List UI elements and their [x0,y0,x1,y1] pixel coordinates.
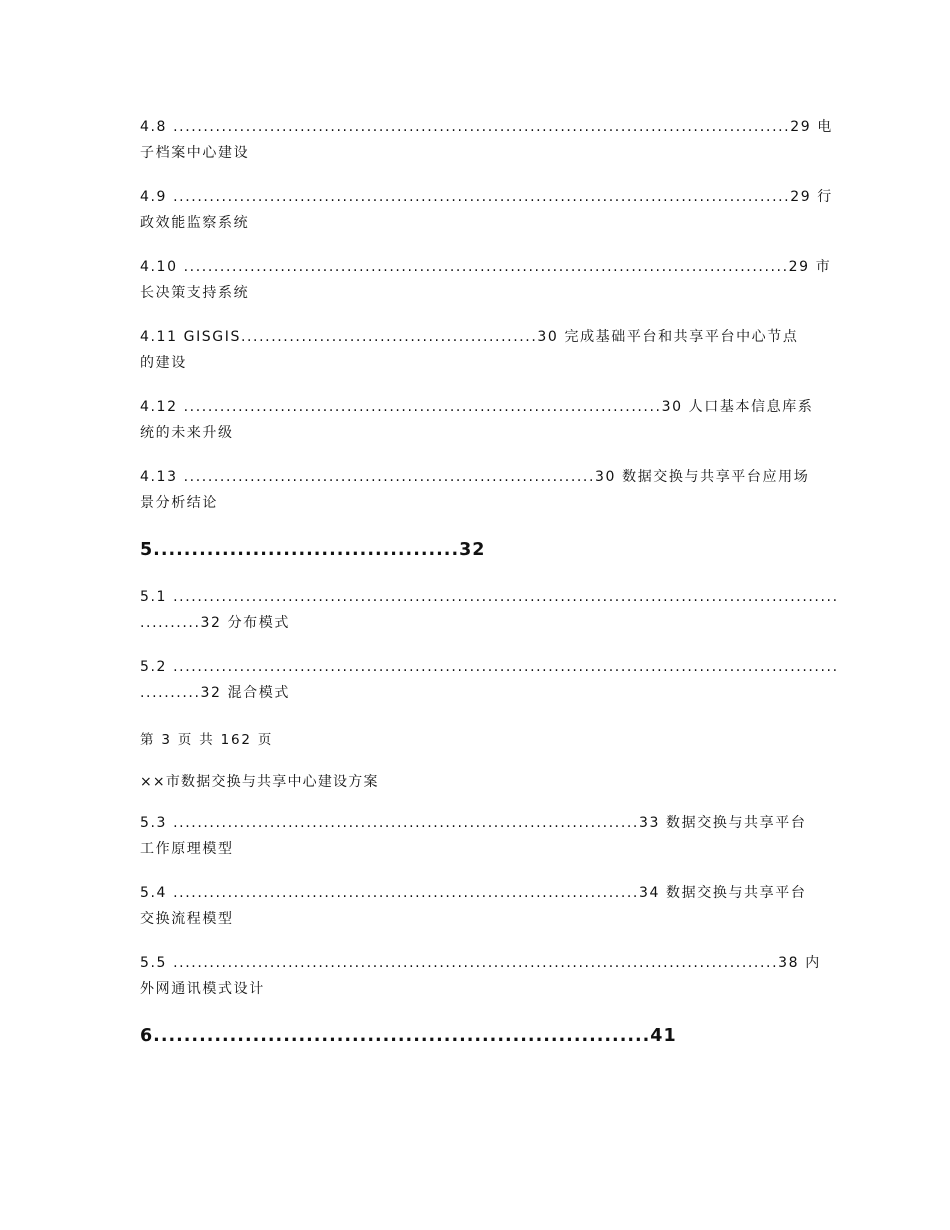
toc-entry-4-11[interactable] [140,327,820,373]
toc-entry-line: 4.13 ....................................................................30 数据交换与共享平台应用场 [140,469,810,485]
toc-entry-line: 景分析结论 [140,495,218,511]
document-running-title: ××市数据交换与共享中心建设方案 [140,774,379,790]
toc-entry-4-9[interactable] [140,187,833,233]
toc-entry-4-12[interactable] [140,397,820,443]
toc-entry-5-3[interactable] [140,813,820,859]
toc-entry-line: 统的未来升级 [140,425,234,441]
toc-entry-line: ..........32 分布模式 [140,615,290,631]
toc-entry-4-10[interactable] [140,257,832,303]
toc-entry-5-4[interactable] [140,883,820,929]
toc-entry-5-2[interactable] [140,657,839,703]
toc-entry-line: 5.3 .............................................................................33 数据交换与共享平台 [140,815,807,831]
toc-entry-line: 工作原理模型 [140,841,234,857]
toc-heading-5[interactable]: 5........................................32 [140,540,486,560]
toc-entry-line: 的建设 [140,355,187,371]
page-number-footer: 第 3 页 共 162 页 [140,732,274,748]
toc-entry-line: 4.8 ......................................................................................................29 电 [140,119,833,135]
toc-entry-line: ..........32 混合模式 [140,685,290,701]
toc-entry-5-5[interactable] [140,953,820,999]
toc-entry-4-8[interactable] [140,117,833,163]
toc-entry-line: 子档案中心建设 [140,145,250,161]
toc-entry-line: 政效能监察系统 [140,215,250,231]
toc-entry-line: 长决策支持系统 [140,285,250,301]
toc-entry-line: 5.1 .............................................................................................................. [140,589,839,605]
toc-entry-line: 交换流程模型 [140,911,234,927]
toc-entry-line: 5.2 .............................................................................................................. [140,659,839,675]
toc-heading-6[interactable]: 6.................................................................41 [140,1026,677,1046]
toc-entry-line: 外网通讯模式设计 [140,981,265,997]
toc-entry-line: 4.11 GISGIS.................................................30 完成基础平台和共享平台中心节点 [140,329,799,345]
toc-entry-line: 4.12 ...............................................................................30 人口基本信息库系 [140,399,814,415]
toc-entry-line: 4.9 ......................................................................................................29 行 [140,189,833,205]
toc-entry-line: 4.10 ....................................................................................................29 市 [140,259,832,275]
toc-entry-5-1[interactable] [140,587,839,633]
toc-entry-4-13[interactable] [140,467,820,513]
toc-entry-line: 5.4 .............................................................................34 数据交换与共享平台 [140,885,807,901]
toc-entry-line: 5.5 ....................................................................................................38 内 [140,955,821,971]
